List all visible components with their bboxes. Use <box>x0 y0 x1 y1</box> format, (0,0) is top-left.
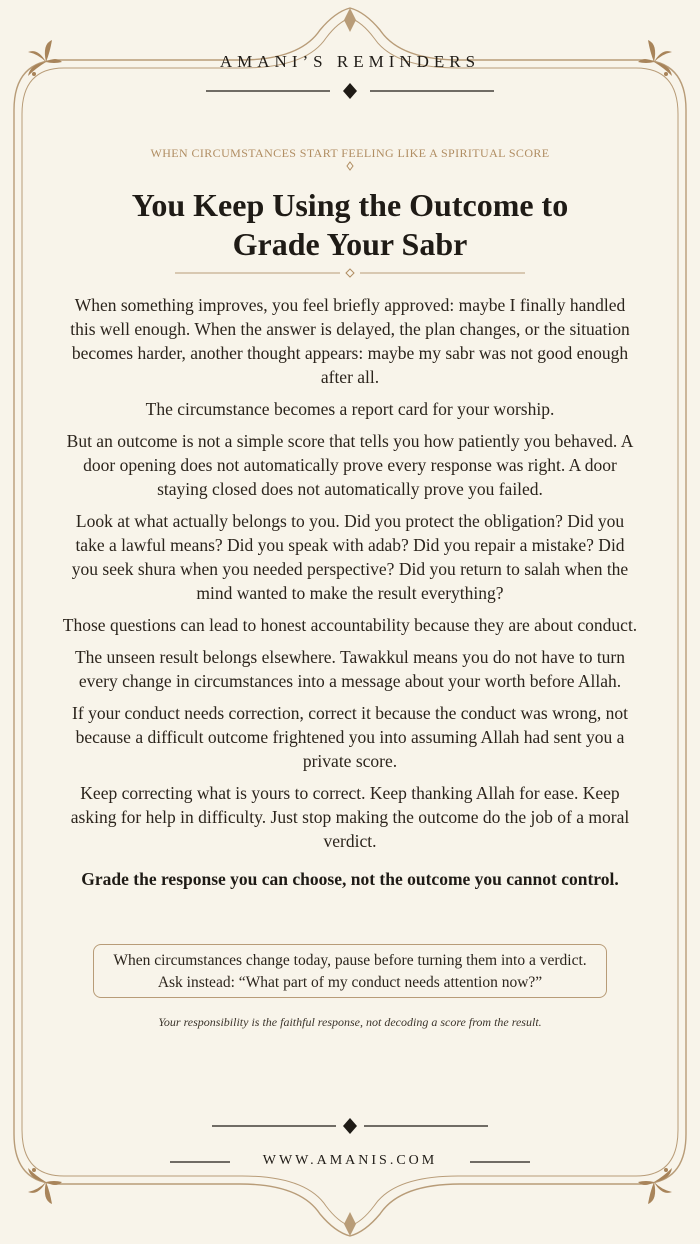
paragraph: Look at what actually belongs to you. Did you protect the obligation? Did you take a lawful means? Did you speak with adab? Did you repair a mistake? Did you seek shura when you needed perspective? Did you return to salah when the mind wanted to make the result everything? <box>71 511 629 603</box>
paragraph: The circumstance becomes a report card for your worship. <box>145 399 555 419</box>
paragraph: When something improves, you feel briefly approved: maybe I finally handled this well enough. When the answer is delayed, the plan changes, or the situation becomes harder, another thought appears: maybe my sabr was not good enough after all. <box>70 295 630 387</box>
brand-title: AMANI’S REMINDERS <box>219 52 481 71</box>
kicker-diamond-icon <box>347 162 353 170</box>
emphasis-statement: Grade the response you can choose, not the outcome you cannot control. <box>81 869 619 889</box>
website-link[interactable]: WWW.AMANIS.COM <box>262 1153 438 1168</box>
title-line-2: Grade Your Sabr <box>232 226 468 262</box>
bottom-diamond-icon <box>344 1212 356 1236</box>
article-body <box>62 293 638 899</box>
paragraph: But an outcome is not a simple score that tells you how patiently you behaved. A door opening does not automatically prove every response was right. A door staying closed does not automatically prove you failed. <box>66 431 634 499</box>
header-diamond-icon <box>343 83 357 99</box>
top-diamond-icon <box>344 8 356 32</box>
title-line-1: You Keep Using the Outcome to <box>131 187 569 223</box>
title-diamond-icon <box>346 269 354 277</box>
kicker-text: WHEN CIRCUMSTANCES START FEELING LIKE A SPIRITUAL SCORE <box>150 146 550 160</box>
paragraph: The unseen result belongs elsewhere. Tawakkul means you do not have to turn every change in circumstances into a message about your worth before Allah. <box>74 647 626 691</box>
reflection-callout: When circumstances change today, pause before turning them into a verdict. Ask instead: “What part of my conduct needs attention now?” <box>93 944 607 998</box>
footer-diamond-icon <box>343 1118 357 1134</box>
page-title <box>60 186 640 264</box>
closing-note: Your responsibility is the faithful response, not decoding a score from the result. <box>158 1015 542 1029</box>
paragraph: If your conduct needs correction, correct it because the conduct was wrong, not because a difficult outcome frightened you into assuming Allah had sent you a private score. <box>72 703 628 771</box>
paragraph: Those questions can lead to honest accountability because they are about conduct. <box>62 615 638 635</box>
paragraph: Keep correcting what is yours to correct. Keep thanking Allah for ease. Keep asking for help in difficulty. Just stop making the outcome do the job of a moral verdict. <box>70 783 630 851</box>
